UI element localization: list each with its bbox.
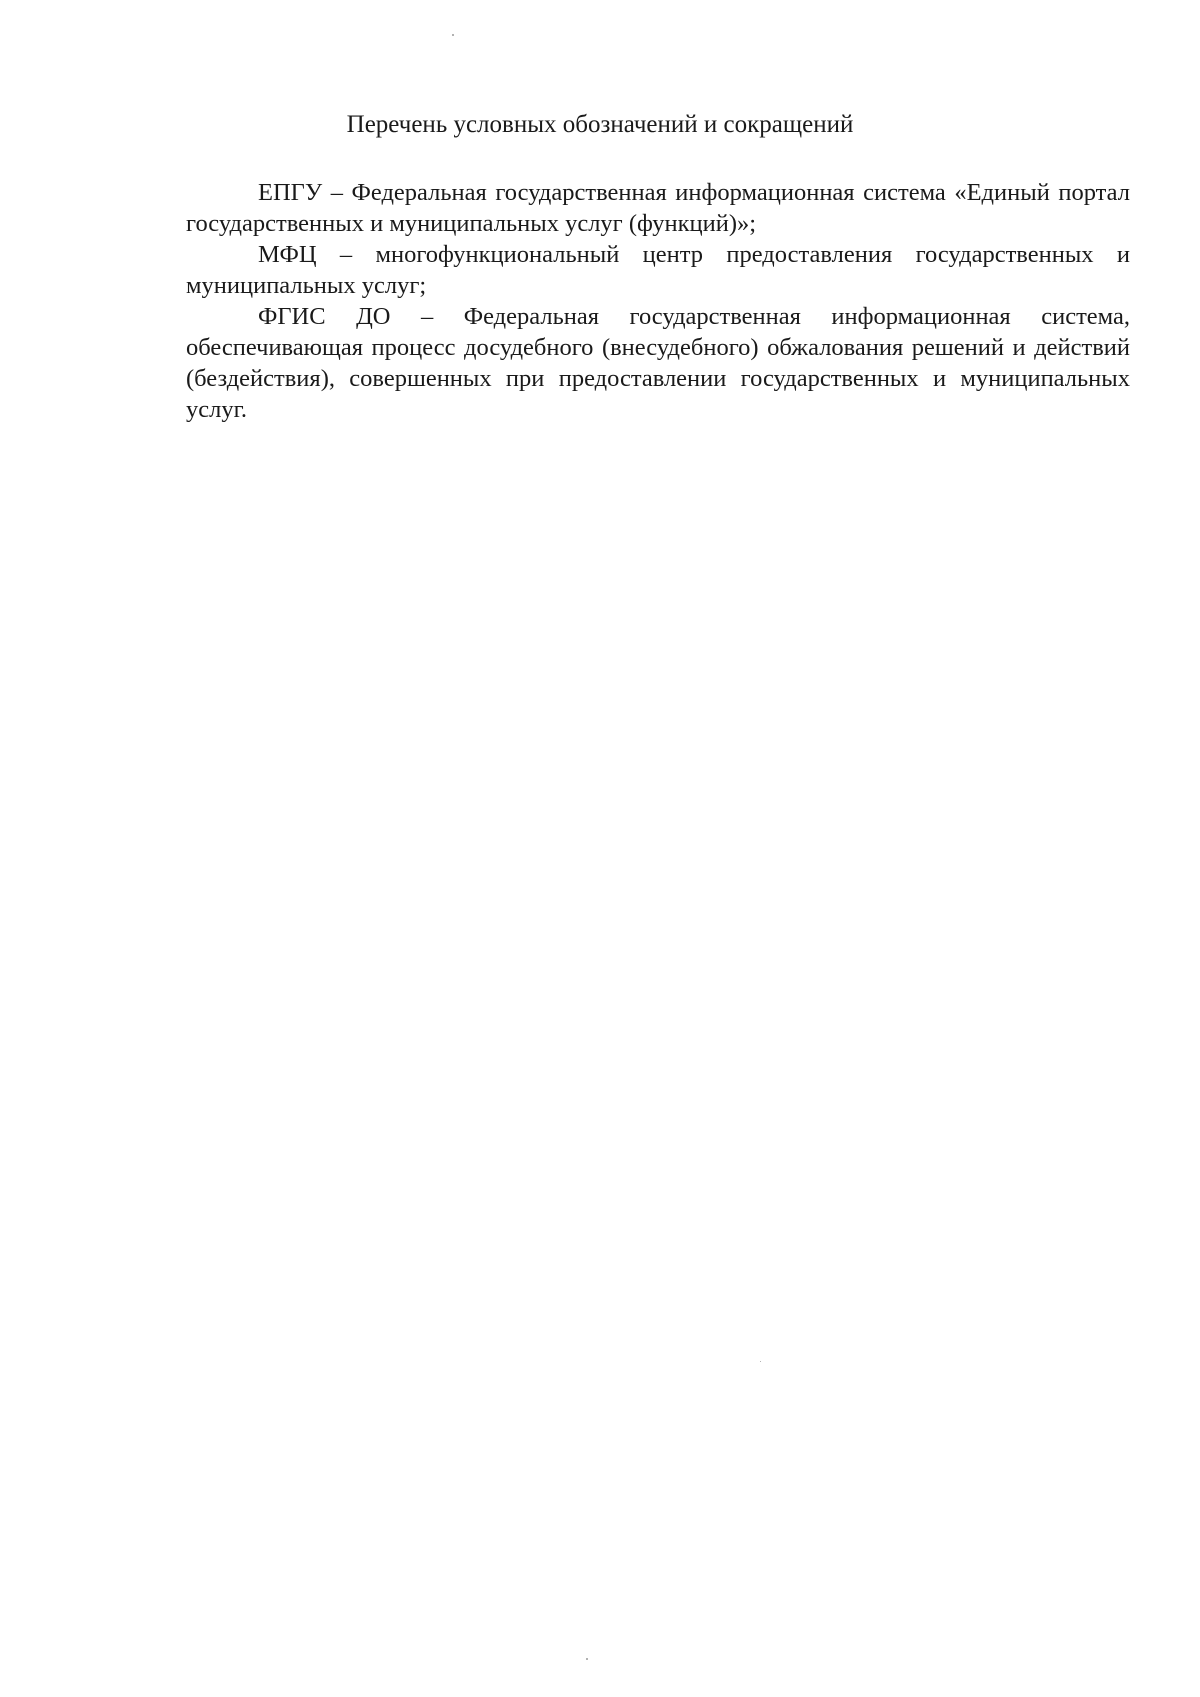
- abbreviation-entry-epgu: ЕПГУ – Федеральная государственная информационная система «Единый портал государственных и муниципальных услуг (функций)»;: [186, 179, 1130, 237]
- scan-speck: [760, 1361, 761, 1362]
- abbreviation-entry-mfc: МФЦ – многофункциональный центр предоставления государственных и муниципальных услуг;: [186, 241, 1130, 299]
- scan-speck: [452, 34, 454, 36]
- abbreviation-entry-fgis-do: ФГИС ДО – Федеральная государственная информационная система, обеспечивающая процесс досудебного (внесудебного) обжалования решений и действий (бездействия), совершенных при предоставлении государственных и муниципальных услуг.: [186, 303, 1130, 423]
- abbreviations-list: [186, 177, 1130, 425]
- document-title: Перечень условных обозначений и сокращений: [346, 111, 854, 138]
- scan-speck: [586, 1658, 588, 1660]
